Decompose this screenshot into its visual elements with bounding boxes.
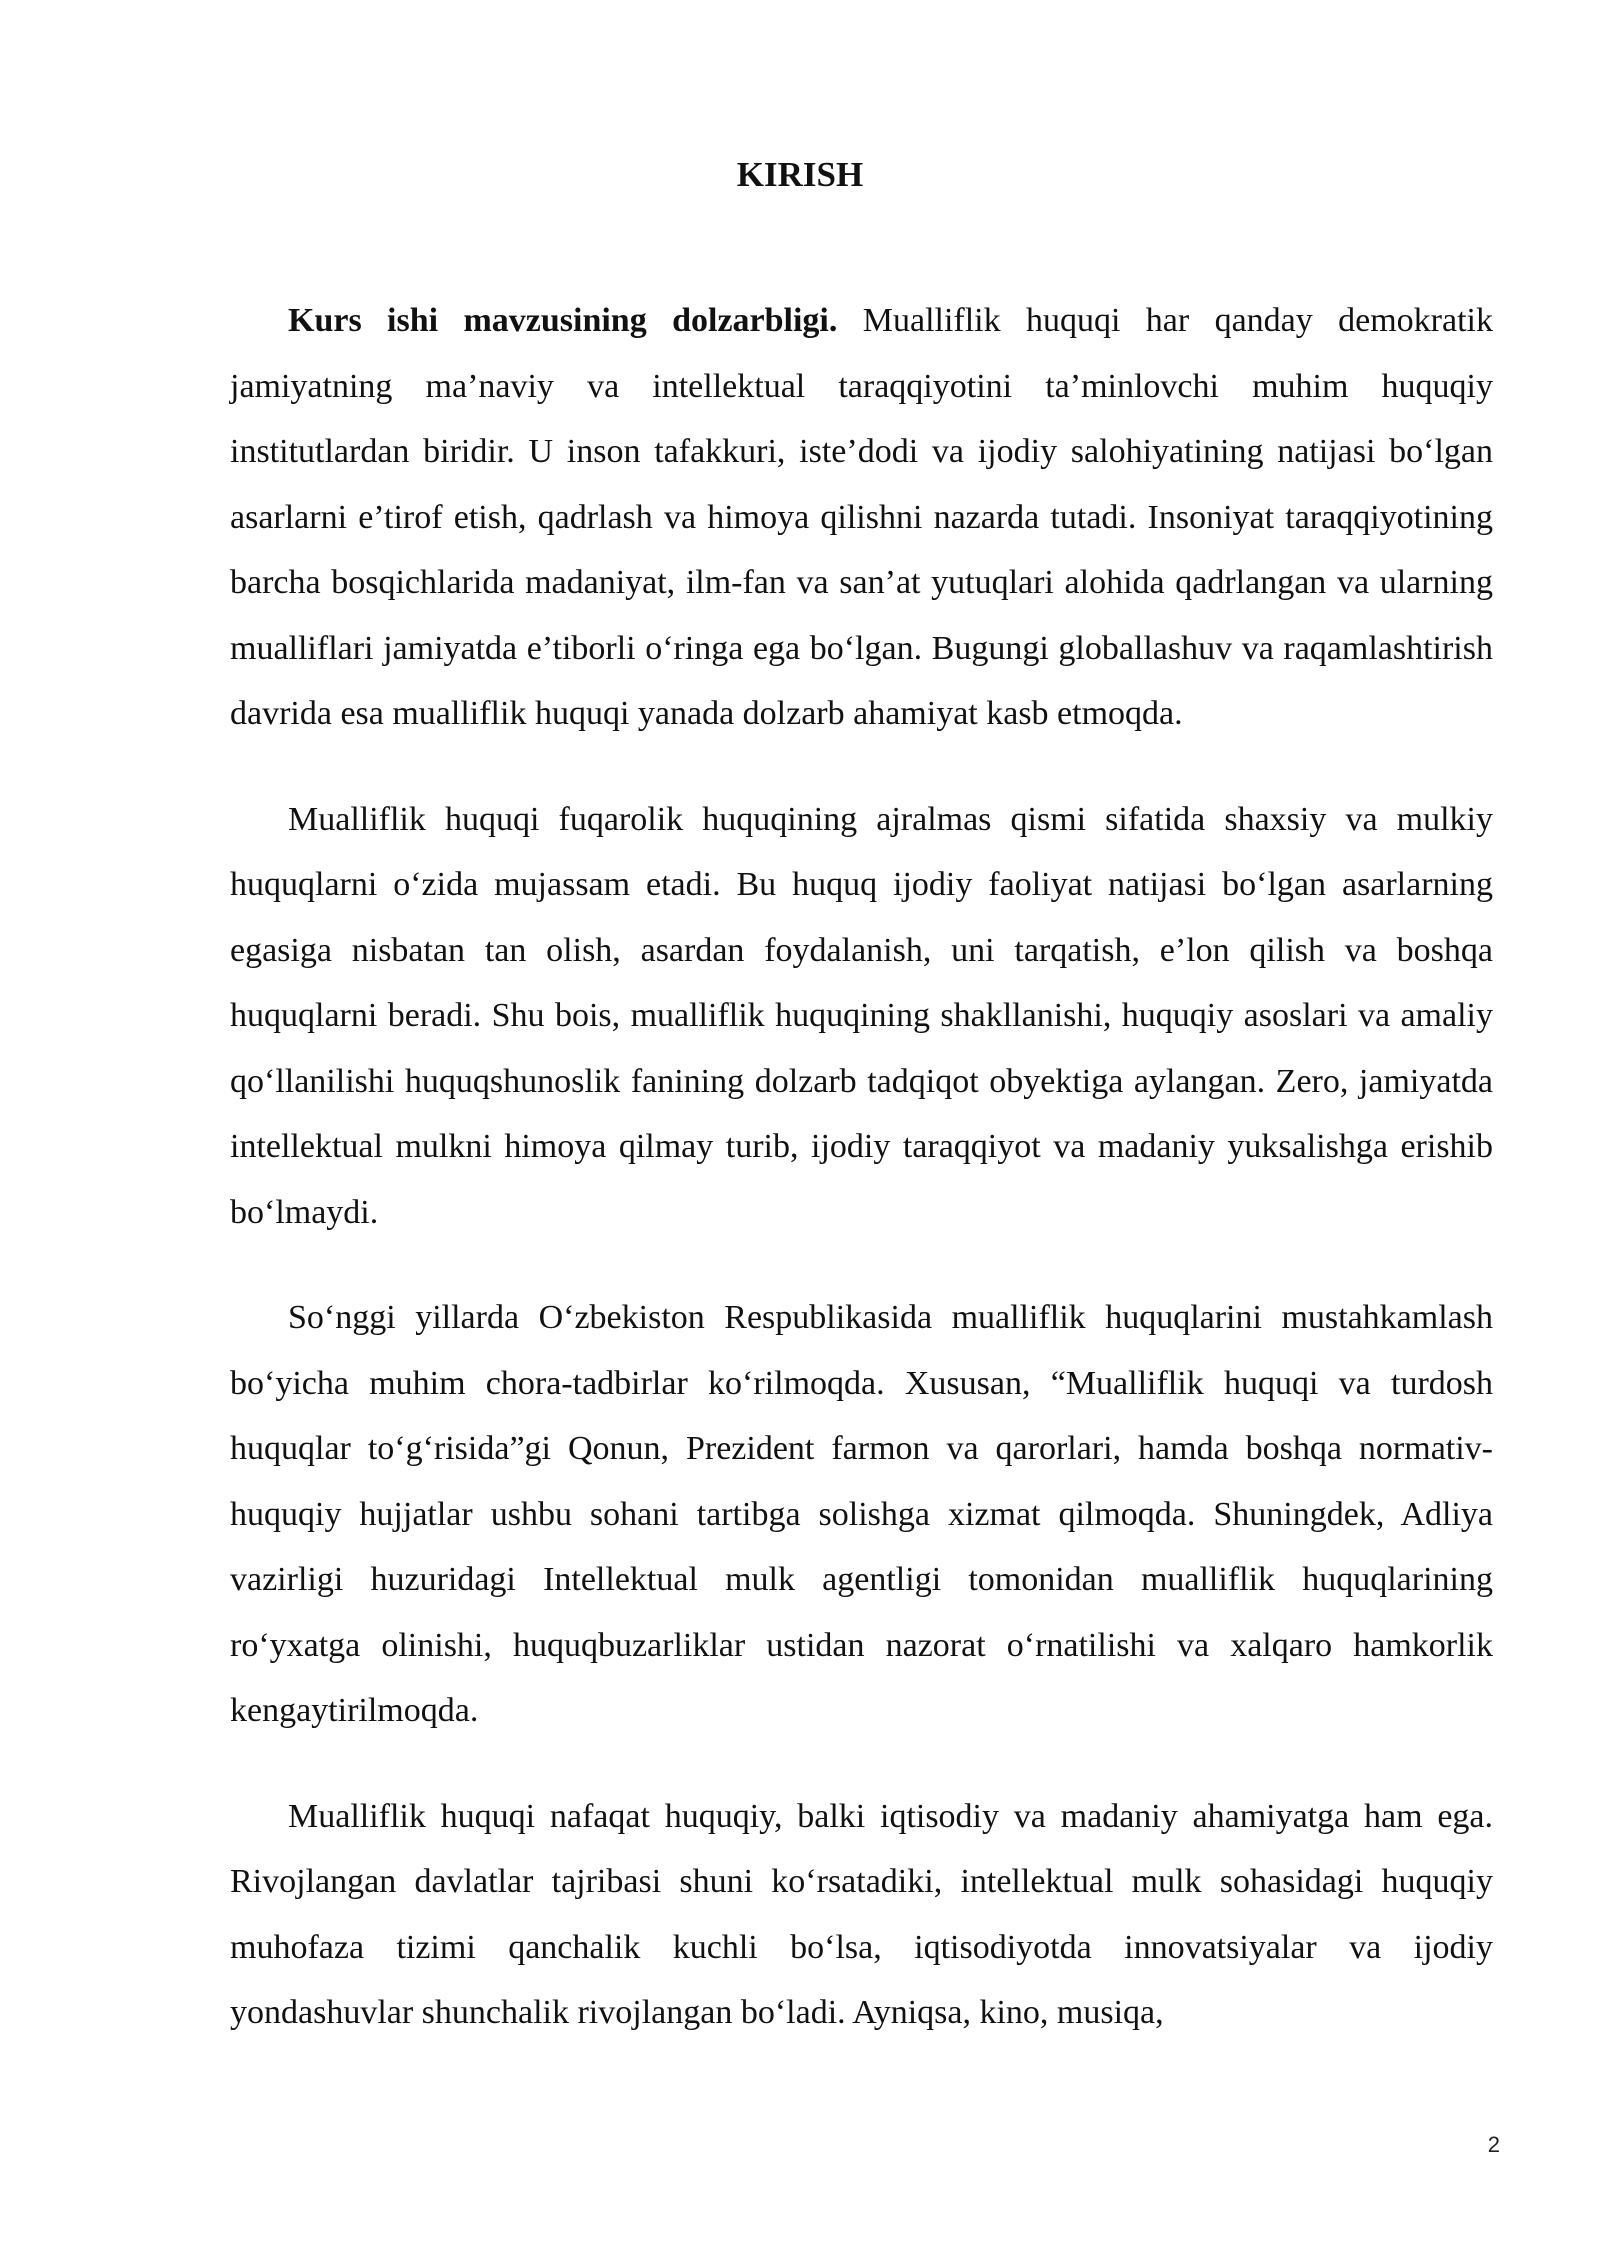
paragraph-1	[230, 288, 1493, 747]
paragraph-lead: Kurs ishi mavzusining dolzarbligi.	[288, 302, 838, 339]
paragraph-3: So‘nggi yillarda O‘zbekiston Respublikasida mualliflik huquqlarini mustahkamlash bo‘yicha muhim chora-tadbirlar ko‘rilmoqda. Xususan, “Mualliflik huquqi va turdosh huquqlar to‘g‘risida”gi Qonun, Prezident farmon va qarorlari, hamda boshqa normativ-huquqiy hujjatlar ushbu sohani tartibga solishga xizmat qilmoqda. Shuningdek, Adliya vazirligi huzuridagi Intellektual mulk agentligi tomonidan mualliflik huquqlarining ro‘yxatga olinishi, huquqbuzarliklar ustidan nazorat o‘rnatilishi va xalqaro hamkorlik kengaytirilmoqda.	[230, 1299, 1493, 1729]
paragraph-2: Mualliflik huquqi fuqarolik huquqining ajralmas qismi sifatida shaxsiy va mulkiy huquqlarni o‘zida mujassam etadi. Bu huquq ijodiy faoliyat natijasi bo‘lgan asarlarning egasiga nisbatan tan olish, asardan foydalanish, uni tarqatish, e’lon qilish va boshqa huquqlarni beradi. Shu bois, mualliflik huquqining shakllanishi, huquqiy asoslari va amaliy qo‘llanilishi huquqshunoslik fanining dolzarb tadqiqot obyektiga aylangan. Zero, jamiyatda intellektual mulkni himoya qilmay turib, ijodiy taraqqiyot va madaniy yuksalishga erishib bo‘lmaydi.	[230, 800, 1493, 1231]
body-text	[230, 288, 1493, 2086]
page-title: KIRISH	[736, 155, 864, 194]
paragraph-4: Mualliflik huquqi nafaqat huquqiy, balki iqtisodiy va madaniy ahamiyatga ham ega. Rivojlangan davlatlar tajribasi shuni ko‘rsatadiki, intellektual mulk sohasidagi huquqiy muhofaza tizimi qanchalik kuchli bo‘lsa, iqtisodiyotda innovatsiyalar va ijodiy yondashuvlar shunchalik rivojlangan bo‘ladi. Ayniqsa, kino, musiqa,	[230, 1797, 1493, 2031]
paragraph-text: Mualliflik huquqi har qanday demokratik jamiyatning ma’naviy va intellektual taraqqiyotini ta’minlovchi muhim huquqiy institutlardan biridir. U inson tafakkuri, iste’dodi va ijodiy salohiyatining natijasi bo‘lgan asarlarni e’tirof etish, qadrlash va himoya qilishni nazarda tutadi. Insoniyat taraqqiyotining barcha bosqichlarida madaniyat, ilm-fan va san’at yutuqlari alohida qadrlangan va ularning mualliflari jamiyatda e’tiborli o‘ringa ega bo‘lgan. Bugungi globallashuv va raqamlashtirish davrida esa mualliflik huquqi yanada dolzarb ahamiyat kasb etmoqda.	[230, 302, 1493, 732]
page-number: 2	[1487, 2132, 1500, 2157]
